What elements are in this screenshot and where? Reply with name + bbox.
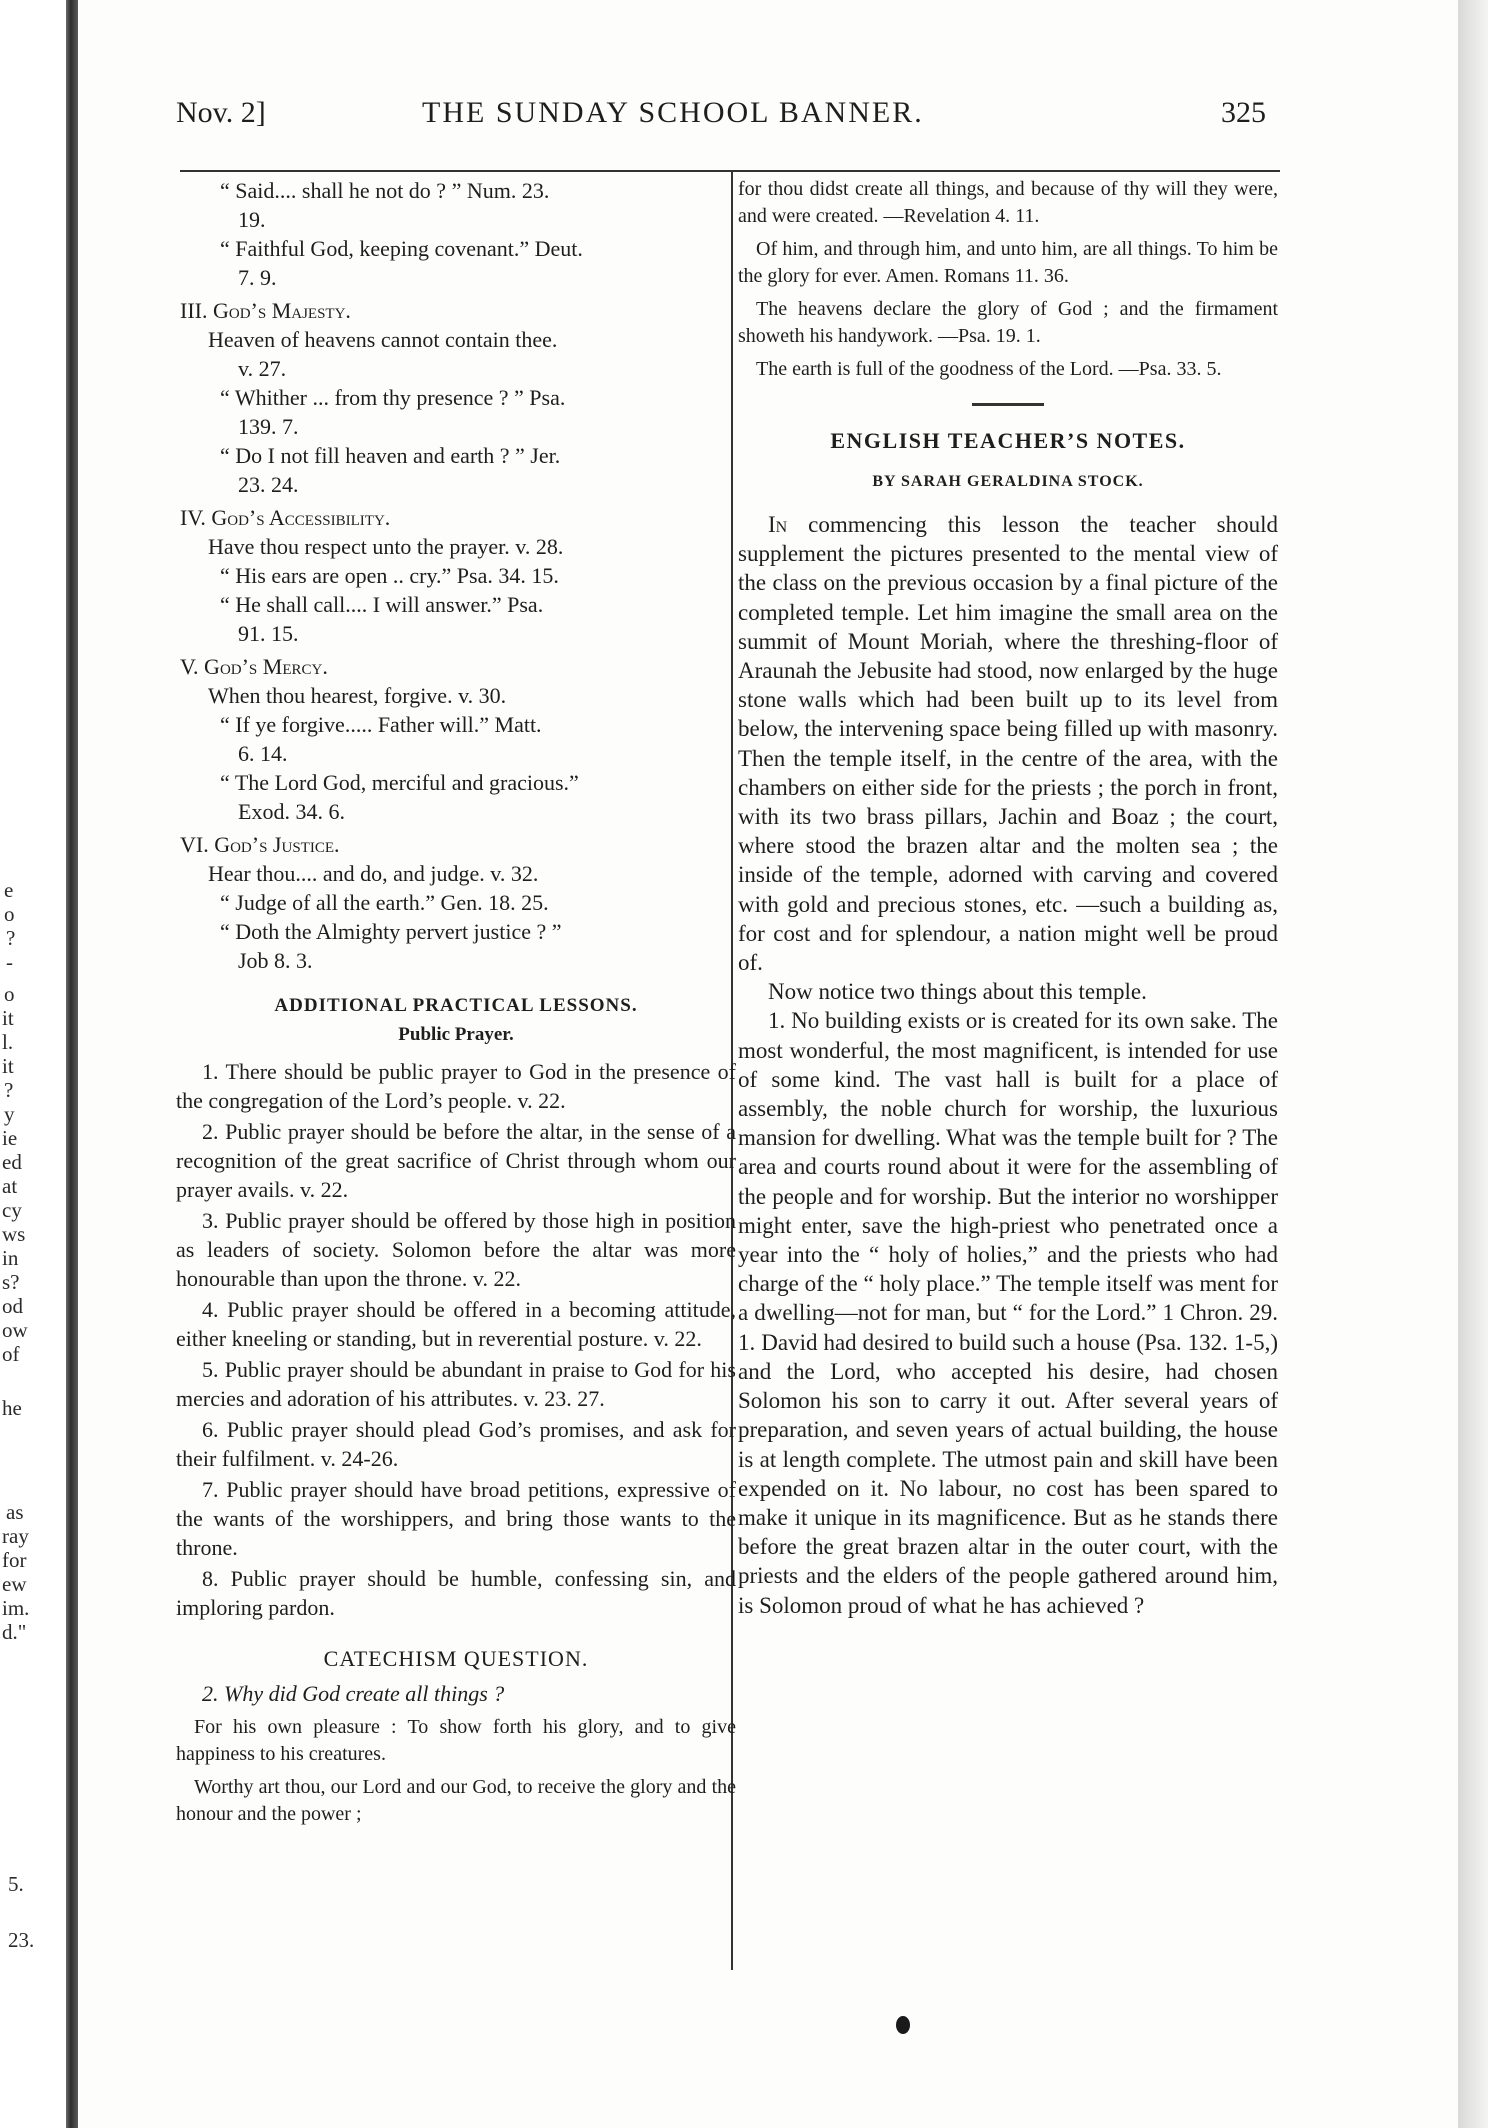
outline-line: “ Said.... shall he not do ? ” Num. 23. [220, 178, 550, 203]
margin-fragment: od [2, 1294, 23, 1318]
margin-fragment: as [6, 1500, 24, 1524]
page-number: 325 [1221, 96, 1266, 129]
page-mark [896, 2016, 910, 2034]
margin-fragment: cy [2, 1198, 22, 1222]
margin-fragment: e [4, 878, 14, 902]
margin-fragment: ew [2, 1572, 27, 1596]
outline-line: “ Faithful God, keeping covenant.” Deut. [220, 236, 583, 261]
margin-fragment: ? [6, 926, 16, 950]
outline-section-heading: IV. God’s Accessibility. [180, 505, 391, 530]
margin-fragment: d." [2, 1620, 27, 1644]
catechism-question: 2. Why did God create all things ? [202, 1681, 505, 1706]
margin-fragment: im. [2, 1596, 30, 1620]
outline-section-heading: VI. God’s Justice. [180, 832, 340, 857]
lessons-list [176, 1057, 736, 1622]
outline-section-heading: III. God’s Majesty. [180, 298, 351, 323]
outline-line: “ Do I not fill heaven and earth ? ” Jer. [220, 443, 561, 468]
lesson-item: 8. Public prayer should be humble, confessing sin, and imploring pardon. [176, 1566, 736, 1620]
scripture-para: The heavens declare the glory of God ; and the firmament showeth his handywork. —Psa. 19. 1. [738, 298, 1278, 347]
scripture-para: The earth is full of the goodness of the Lord. —Psa. 33. 5. [756, 358, 1222, 380]
outline-line: v. 27. [238, 356, 287, 381]
margin-fragment: of [2, 1342, 20, 1366]
margin-fragment: - [6, 950, 13, 974]
outline-line: “ His ears are open .. cry.” Psa. 34. 15. [220, 563, 559, 588]
outline-line: “ Doth the Almighty pervert justice ? ” [220, 919, 562, 944]
catechism-heading: CATECHISM QUESTION. [323, 1646, 589, 1671]
margin-fragment: it [2, 1054, 14, 1078]
lesson-item: 2. Public prayer should be before the altar, in the sense of a recognition of the great sacrifice of Christ through whom our prayer avails. v. 22. [176, 1119, 736, 1202]
drop-lead: In [768, 512, 788, 537]
outline-section-heading: V. God’s Mercy. [180, 654, 328, 679]
margin-fragment: for [2, 1548, 27, 1572]
page-edge-shadow [1458, 0, 1488, 2128]
byline: BY SARAH GERALDINA STOCK. [872, 473, 1144, 490]
margin-fragment: 23. [8, 1928, 35, 1952]
notes-heading: ENGLISH TEACHER’S NOTES. [830, 428, 1186, 453]
margin-fragment: in [2, 1246, 19, 1270]
margin-fragment: ie [2, 1126, 18, 1150]
outline-line: Heaven of heavens cannot contain thee. [208, 327, 558, 352]
header-date: Nov. 2] [176, 96, 266, 129]
running-header [176, 96, 1266, 136]
notes-paragraph [738, 510, 1278, 977]
catechism-answer: For his own pleasure : To show forth his glory, and to give happiness to his creatures. [176, 1716, 736, 1765]
margin-fragment: s? [2, 1270, 20, 1294]
outline-line: 7. 9. [238, 265, 277, 290]
scripture-para: Of him, and through him, and unto him, are all things. To him be the glory for ever. Amen. Romans 11. 36. [738, 238, 1278, 287]
margin-fragment: ray [2, 1524, 29, 1548]
lesson-item: 1. There should be public prayer to God in the presence of the congregation of the Lord’s people. v. 22. [176, 1059, 736, 1113]
lessons-subheading: Public Prayer. [398, 1024, 514, 1045]
catechism-answer: Worthy art thou, our Lord and our God, to receive the glory and the honour and the power ; [176, 1776, 736, 1825]
outline-line: Exod. 34. 6. [238, 799, 345, 824]
outline-line: “ He shall call.... I will answer.” Psa. [220, 592, 544, 617]
lesson-item: 7. Public prayer should have broad petitions, expressive of the wants of the worshippers, and bring those wants to the throne. [176, 1477, 736, 1560]
outline-line: “ The Lord God, merciful and gracious.” [220, 770, 579, 795]
margin-fragment: he [2, 1396, 22, 1420]
lessons-heading: ADDITIONAL PRACTICAL LESSONS. [274, 995, 638, 1016]
outline-line: 19. [238, 207, 266, 232]
outline-line: 6. 14. [238, 741, 288, 766]
margin-fragment: ed [2, 1150, 22, 1174]
lesson-item: 6. Public prayer should plead God’s promises, and ask for their fulfilment. v. 24-26. [176, 1417, 736, 1471]
margin-fragment: ow [2, 1318, 28, 1342]
notes-text: commencing this lesson the teacher should supplement the pictures presented to the mental view of the class on the previous occasion by a final picture of the completed temple. Let him imagine the small area on the summit of Mount Moriah, where the threshing-floor of Araunah the Jebusite had stood, now enlarged by the huge stone walls which had been built up to its level from below, the intervening space being filled up with masonry. Then the temple itself, in the centre of the area, with the chambers on either side for the priests ; the porch in front, with its two brass pillars, Jachin and Boaz ; the court, where stood the brazen altar and the molten sea ; the inside of the temple, adorned with carving and covered with gold and precious stones, etc. —such a building as, for cost and for splendour, a nation might well be proud of. [738, 512, 1278, 976]
scripture-para: for thou didst create all things, and because of thy will they were, and were created. —Revelation 4. 11. [738, 178, 1278, 227]
margin-fragment: ws [2, 1222, 26, 1246]
margin-fragment: ? [4, 1078, 14, 1102]
outline-line: 139. 7. [238, 414, 299, 439]
outline-line: Have thou respect unto the prayer. v. 28. [208, 534, 564, 559]
margin-fragment: y [4, 1102, 15, 1126]
outline-line: 91. 15. [238, 621, 299, 646]
margin-fragment: o [4, 982, 15, 1006]
outline-line: “ Whither ... from thy presence ? ” Psa. [220, 385, 566, 410]
header-title: THE SUNDAY SCHOOL BANNER. [422, 96, 924, 129]
lesson-item: 5. Public prayer should be abundant in praise to God for his mercies and adoration of his attributes. v. 23. 27. [176, 1357, 736, 1411]
outline-line: “ Judge of all the earth.” Gen. 18. 25. [220, 890, 549, 915]
notes-paragraph: 1. No building exists or is created for its own sake. The most wonderful, the most magnificent, is intended for use of some kind. The vast hall is built for a place of assembly, the noble church for worship, the luxurious mansion for dwelling. What was the temple built for ? The area and courts round about it were for the assembling of the people and for worship. But the interior no worshipper might enter, save the high-priest who penetrated once a year into the “ holy of holies,” and the priests who had charge of the “ holy place.” The temple itself was ment for a dwelling—not for man, but “ for the Lord.” 1 Chron. 29. 1. David had desired to build such a house (Psa. 132. 1-5,) and the Lord, who accepted his desire, had chosen Solomon his son to carry it out. After several years of preparation, and seven years of actual building, the house is at length complete. The utmost pain and skill have been expended on it. No labour, no cost has been spared to make it unique in its magnificence. But as he stands there before the great brazen altar in the outer court, with the priests and the elders of the people gathered around him, is Solomon proud of what he has achieved ? [738, 1008, 1278, 1618]
margin-fragment: o [4, 902, 15, 926]
margin-fragment: it [2, 1006, 14, 1030]
outline-line: “ If ye forgive..... Father will.” Matt. [220, 712, 542, 737]
outline-line: Hear thou.... and do, and judge. v. 32. [208, 861, 539, 886]
left-column [176, 176, 736, 1834]
outline-line: When thou hearest, forgive. v. 30. [208, 683, 507, 708]
book-gutter [66, 0, 78, 2128]
outline-list [176, 176, 736, 975]
outline-line: Job 8. 3. [238, 948, 313, 973]
header-rule [180, 170, 1280, 172]
lesson-item: 3. Public prayer should be offered by those high in position as leaders of society. Solomon before the altar was more honourable than upon the throne. v. 22. [176, 1208, 736, 1291]
margin-fragment: at [2, 1174, 18, 1198]
lesson-item: 4. Public prayer should be offered in a becoming attitude, either kneeling or standing, but in reverential posture. v. 22. [176, 1297, 736, 1351]
section-rule [972, 403, 1044, 406]
right-column [738, 176, 1278, 1620]
outline-line: 23. 24. [238, 472, 299, 497]
margin-fragment: 5. [8, 1872, 24, 1896]
notes-paragraph: Now notice two things about this temple. [768, 979, 1147, 1005]
margin-fragment: l. [2, 1030, 14, 1054]
